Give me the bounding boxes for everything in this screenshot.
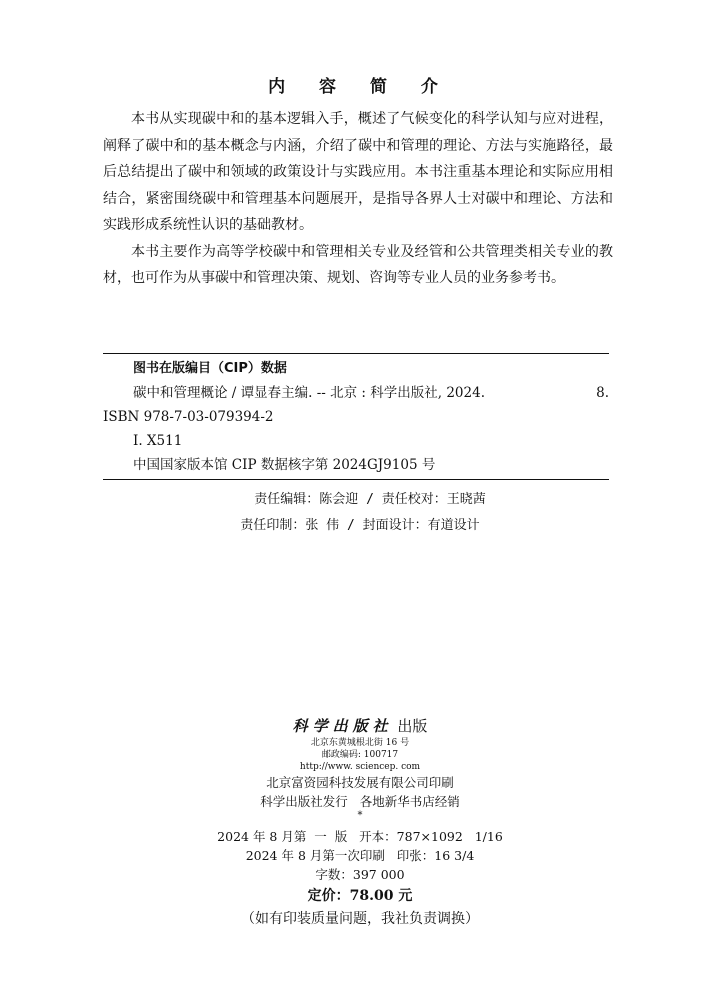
cip-isbn: ISBN 978-7-03-079394-2 xyxy=(103,409,274,425)
cip-record-main: 碳中和管理概论 / 谭显春主编. -- 北京 : 科学出版社, 2024. xyxy=(133,385,485,401)
cip-bottom-rule xyxy=(103,479,609,480)
staff-line-editors: 责任编辑：陈会迎 / 责任校对：王晓茜 xyxy=(254,492,486,507)
intro-paragraph: 本书主要作为高等学校碳中和管理相关专业及经管和公共管理类相关专业的教材，也可作为从事碳中和管理决策、规划、咨询等专业人员的业务参考书。 xyxy=(103,243,613,286)
cip-data-block xyxy=(103,357,609,477)
intro-paragraph: 本书从实现碳中和的基本逻辑入手，概述了气候变化的科学认知与应对进程，阐释了碳中和的基本概念与内涵，介绍了碳中和管理的理论、方法与实施路径，最后总结提出了碳中和领域的政策设计与实践应用。本书注重基本理论和实际应用相结合，紧密围绕碳中和管理基本问题展开，是指导各界人士对碳中和理论、方法和实践形成系统性认识的基础教材。 xyxy=(103,111,613,233)
cip-top-rule xyxy=(103,353,609,354)
cip-classification: Ⅰ. X511 xyxy=(133,433,183,449)
cip-heading: 图书在版编目（CIP）数据 xyxy=(133,361,287,376)
printer-line: 北京富资园科技发展有限公司印刷 xyxy=(266,775,454,790)
intro-title: 内 容 简 介 xyxy=(268,77,452,97)
cip-record-month: 8. xyxy=(596,385,609,401)
quality-note: （如有印装质量问题，我社负责调换） xyxy=(241,911,479,927)
separator-star: * xyxy=(357,810,363,821)
publisher-website: http://www. sciencep. com xyxy=(299,762,421,772)
price-line: 定价：78.00 元 xyxy=(307,888,413,904)
publisher-suffix: 出版 xyxy=(397,717,428,735)
cip-verification: 中国国家版本馆 CIP 数据核字第 2024GJ9105 号 xyxy=(133,457,436,473)
print-line: 2024 年 8 月第一次印刷 印张：16 3/4 xyxy=(245,848,475,863)
staff-line-production: 责任印制：张 伟 / 封面设计：有道设计 xyxy=(240,518,480,533)
edition-line: 2024 年 8 月第 一 版 开本：787×1092 1/16 xyxy=(217,829,503,844)
cip-record xyxy=(103,381,609,405)
publisher-name: 科学出版社 xyxy=(292,717,393,735)
word-count: 字数：397 000 xyxy=(315,867,405,882)
imprint-block xyxy=(0,715,720,930)
intro-text xyxy=(103,106,613,292)
staff-credits xyxy=(0,487,720,539)
publisher-line xyxy=(0,715,720,737)
publisher-address: 北京东黄城根北街 16 号 xyxy=(310,738,410,748)
distribution-line: 科学出版社发行 各地新华书店经销 xyxy=(260,794,460,809)
publisher-postcode: 邮政编码: 100717 xyxy=(321,750,399,760)
